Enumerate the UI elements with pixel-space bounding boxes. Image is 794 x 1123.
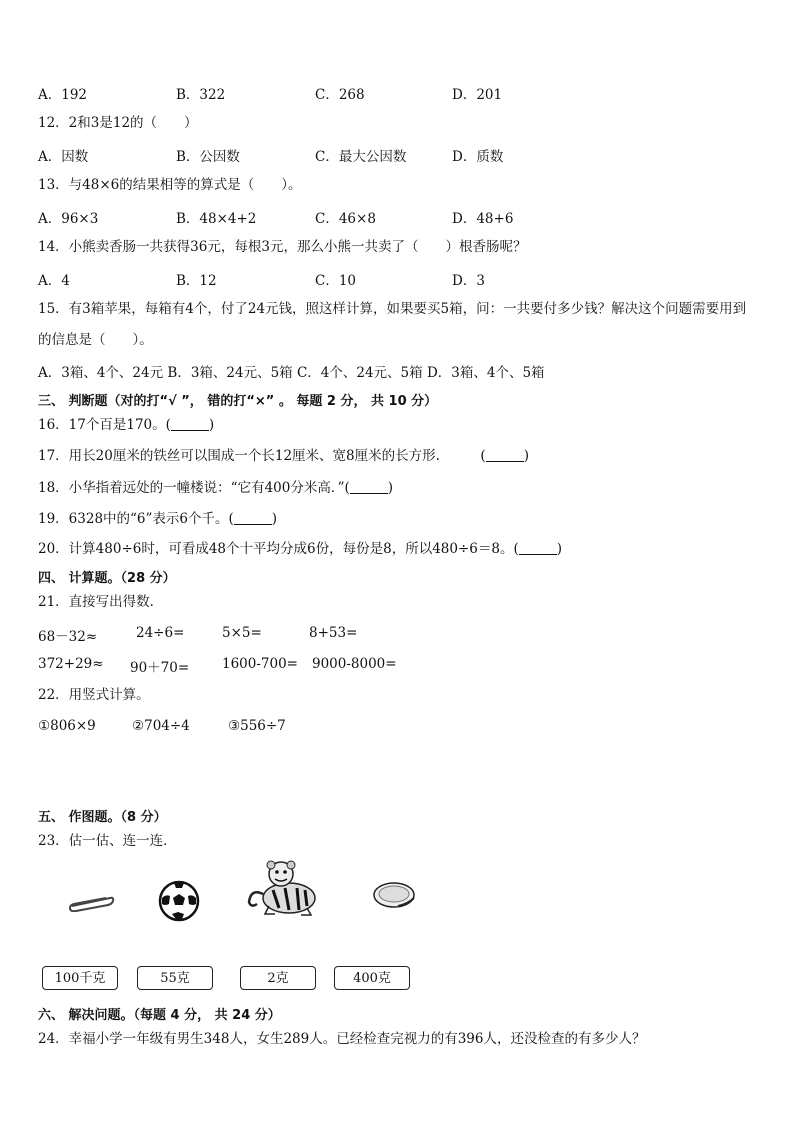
q18-text: 18．小华指着远处的一幢楼说：“它有400分米高．”( — [38, 480, 350, 496]
q20-end: ) — [556, 541, 563, 557]
answer-blank[interactable] — [234, 511, 272, 525]
q22-stem: 22．用竖式计算。 — [38, 687, 150, 703]
q18-line — [38, 479, 393, 497]
q13-stem: 13．与48×6的结果相等的算式是（ ）。 — [38, 177, 302, 193]
weight-box-400g[interactable]: 400克 — [334, 966, 410, 990]
calc-item: 5×5= — [222, 625, 262, 641]
q17-line — [38, 447, 529, 465]
q23-stem: 23．估一估、连一连． — [38, 833, 177, 849]
q14-option-c: C．10 — [315, 273, 357, 289]
q20-text: 20．计算480÷6时，可看成48个十平均分成6份，每份是8，所以480÷6＝8。( — [38, 541, 519, 557]
q12-option-c: C．最大公因数 — [315, 149, 407, 165]
calc-item: 9000-8000= — [312, 656, 397, 672]
calc-item: 24÷6= — [136, 625, 185, 641]
tiger-image — [245, 858, 320, 918]
q11-option-b: B．322 — [176, 87, 226, 103]
calc-item: 372+29≈ — [38, 656, 104, 672]
q12-option-a: A．因数 — [38, 149, 89, 165]
q14-option-d: D．3 — [452, 273, 485, 289]
q24-stem: 24．幸福小学一年级有男生348人，女生289人。已经检查完视力的有396人，还没检查的有多少人？ — [38, 1031, 646, 1047]
q17-end: ) — [523, 448, 529, 464]
section4-heading: 四、 计算题。（28 分） — [38, 571, 176, 586]
calc-item: 1600-700= — [222, 656, 298, 672]
answer-blank[interactable] — [519, 541, 557, 555]
q13-option-d: D．48+6 — [452, 211, 514, 227]
q11-option-c: C．268 — [315, 87, 365, 103]
q13-option-c: C．46×8 — [315, 211, 376, 227]
section3-heading: 三、 判断题（对的打“√ ”， 错的打“×” 。 每题 2 分， 共 10 分） — [38, 394, 438, 409]
q11-option-d: D．201 — [452, 87, 503, 103]
calc-item: 8+53= — [309, 625, 358, 641]
section5-heading: 五、 作图题。（8 分） — [38, 810, 167, 825]
q12-option-b: B．公因数 — [176, 149, 240, 165]
q20-line — [38, 540, 562, 558]
paperclip-image — [66, 892, 116, 912]
weight-box-55g[interactable]: 55克 — [137, 966, 213, 990]
q13-option-b: B．48×4+2 — [176, 211, 257, 227]
q19-end: ) — [271, 511, 278, 527]
answer-blank[interactable] — [350, 480, 388, 494]
q15-stem: 15．有3箱苹果，每箱有4个，付了24元钱，照这样计算，如果要买5箱，问：一共要付多少钱？解决这个问题需要用到的信息是（ ）。 — [38, 301, 747, 348]
q12-stem: 12．2和3是12的（ ） — [38, 115, 198, 131]
q21-stem: 21．直接写出得数． — [38, 594, 164, 610]
vertical-calc-item: ①806×9 — [38, 718, 96, 734]
weight-box-100kg[interactable]: 100千克 — [42, 966, 118, 990]
q12-option-d: D．质数 — [452, 149, 504, 165]
q19-line — [38, 510, 277, 528]
q17-text: 17．用长20厘米的铁丝可以围成一个长12厘米、宽8厘米的长方形. ( — [38, 448, 486, 464]
plate-image — [372, 880, 418, 912]
q16-text: 16．17个百是170。( — [38, 417, 171, 433]
calc-item: 68－32≈ — [38, 629, 98, 645]
q18-end: ) — [387, 480, 394, 496]
vertical-calc-item: ③556÷7 — [228, 718, 286, 734]
q15-options: A．3箱、4个、24元 B．3箱、24元、5箱 C．4个、24元、5箱 D．3箱、4个、5箱 — [38, 365, 545, 381]
calc-item: 90＋70= — [130, 660, 190, 676]
weight-box-2g[interactable]: 2克 — [240, 966, 316, 990]
q14-option-a: A．4 — [38, 273, 70, 289]
q13-option-a: A．96×3 — [38, 211, 99, 227]
q16-end: ) — [208, 417, 215, 433]
q11-option-a: A．192 — [38, 87, 88, 103]
q14-stem: 14．小熊卖香肠一共获得36元，每根3元，那么小熊一共卖了（ ）根香肠呢？ — [38, 239, 527, 255]
answer-blank[interactable] — [171, 417, 209, 431]
section6-heading: 六、 解决问题。（每题 4 分， 共 24 分） — [38, 1008, 281, 1023]
q16-line — [38, 416, 214, 434]
answer-blank[interactable] — [486, 448, 524, 462]
q14-option-b: B．12 — [176, 273, 217, 289]
vertical-calc-item: ②704÷4 — [132, 718, 190, 734]
q19-text: 19．6328中的“6”表示6个千。( — [38, 511, 234, 527]
soccer-ball-image — [158, 880, 200, 922]
